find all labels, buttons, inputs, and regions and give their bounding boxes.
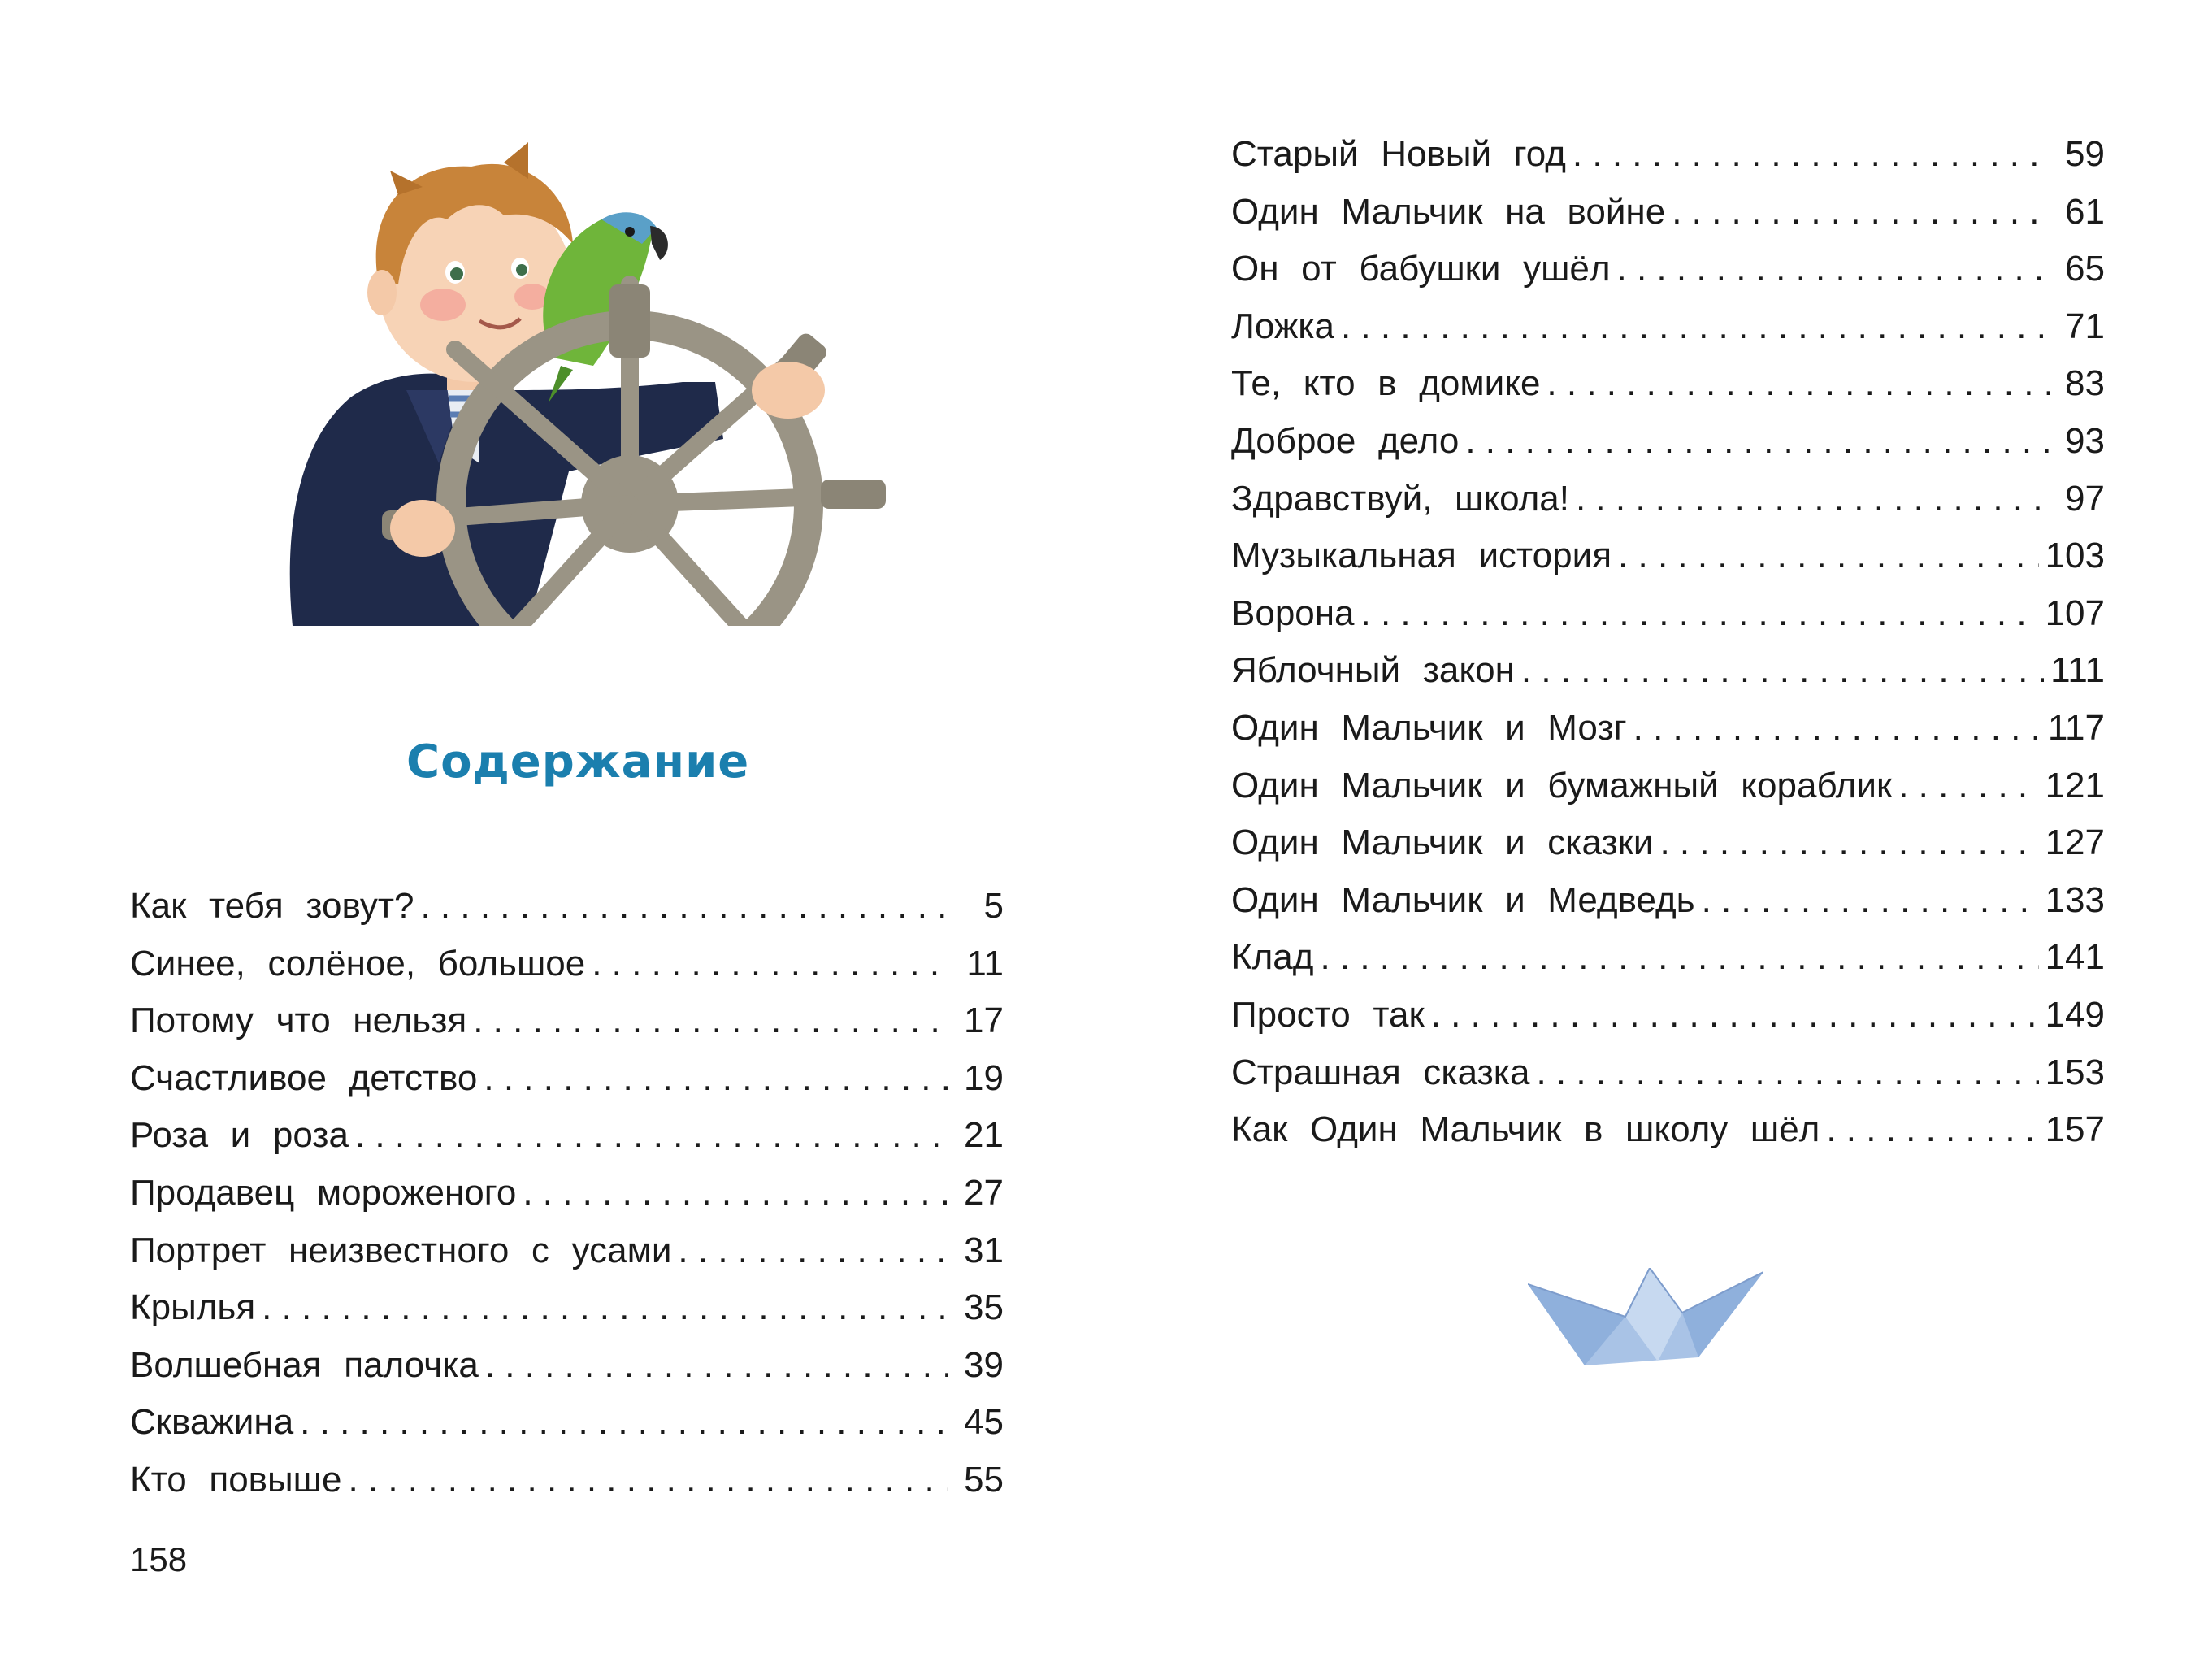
paper-boat-illustration (1528, 1268, 1763, 1374)
entry-page-number: 133 (2045, 879, 2105, 920)
entry-page-number: 111 (2050, 650, 2105, 691)
entry-page-number: 127 (2045, 823, 2105, 863)
entry-title: Музыкальная история (1231, 536, 1612, 576)
toc-left-column (130, 878, 1004, 1509)
toc-entry (130, 1050, 1004, 1108)
entry-title: Потому что нельзя (130, 1001, 467, 1041)
dot-leader (1572, 126, 2050, 183)
dot-leader (1618, 527, 2039, 584)
entry-page-number: 121 (2045, 765, 2105, 805)
dot-leader (485, 1337, 948, 1394)
toc-entry (130, 1222, 1004, 1280)
entry-page-number: 21 (964, 1115, 1004, 1156)
dot-leader (262, 1279, 948, 1336)
toc-entry (1231, 355, 2105, 413)
entry-title: Яблочный закон (1231, 650, 1515, 691)
entry-title: Те, кто в домике (1231, 363, 1541, 404)
entry-title: Счастливое детство (130, 1057, 478, 1098)
dot-leader (1659, 814, 2038, 871)
dot-leader (300, 1394, 948, 1451)
toc-entry (1231, 872, 2105, 930)
dot-leader (1576, 471, 2050, 527)
toc-entry (1231, 241, 2105, 298)
dot-leader (1702, 872, 2039, 929)
dot-leader (1521, 642, 2044, 699)
entry-page-number: 103 (2045, 536, 2105, 576)
entry-page-number: 107 (2045, 593, 2105, 633)
entry-page-number: 5 (983, 886, 1004, 926)
entry-page-number: 17 (964, 1001, 1004, 1041)
toc-entry (1231, 758, 2105, 815)
toc-entry (1231, 929, 2105, 987)
dot-leader (1320, 929, 2038, 986)
toc-right-column (1231, 126, 2105, 1159)
toc-entry (1231, 471, 2105, 528)
entry-title: Синее, солёное, большое (130, 943, 586, 983)
entry-title: Он от бабушки ушёл (1231, 249, 1611, 289)
entry-title: Клад (1231, 937, 1314, 978)
contents-heading: Содержание (406, 736, 750, 788)
dot-leader (484, 1050, 948, 1107)
toc-entry (1231, 126, 2105, 184)
entry-title: Доброе дело (1231, 420, 1460, 461)
toc-entry (130, 878, 1004, 936)
dot-leader (473, 992, 948, 1049)
entry-page-number: 71 (2065, 306, 2105, 346)
entry-title: Крылья (130, 1287, 256, 1328)
boy-with-parrot-at-ships-wheel-illustration (260, 122, 926, 650)
toc-entry (130, 992, 1004, 1050)
entry-title: Просто так (1231, 994, 1425, 1035)
entry-page-number: 31 (964, 1230, 1004, 1270)
entry-title: Кто повыше (130, 1459, 342, 1500)
toc-entry (1231, 642, 2105, 700)
entry-title: Скважина (130, 1402, 294, 1443)
toc-entry (1231, 413, 2105, 471)
entry-title: Один Мальчик и бумажный кораблик (1231, 765, 1893, 805)
dot-leader (1826, 1101, 2038, 1158)
dot-leader (1617, 241, 2050, 297)
entry-page-number: 59 (2065, 134, 2105, 174)
toc-entry (130, 1165, 1004, 1222)
toc-entry (1231, 1044, 2105, 1102)
toc-entry (130, 1279, 1004, 1337)
dot-leader (1465, 413, 2050, 470)
toc-entry (130, 1394, 1004, 1452)
entry-title: Здравствуй, школа! (1231, 478, 1569, 519)
entry-page-number: 83 (2065, 363, 2105, 404)
entry-page-number: 11 (966, 943, 1004, 983)
entry-page-number: 19 (964, 1057, 1004, 1098)
dot-leader (1431, 987, 2039, 1044)
entry-title: Один Мальчик и Медведь (1231, 879, 1695, 920)
dot-leader (1898, 758, 2038, 814)
toc-entry (1231, 527, 2105, 585)
entry-page-number: 153 (2045, 1052, 2105, 1092)
toc-entry (130, 1452, 1004, 1509)
toc-entry (1231, 814, 2105, 872)
dot-leader (1546, 355, 2050, 412)
dot-leader (678, 1222, 948, 1279)
toc-entry (130, 1107, 1004, 1165)
entry-page-number: 27 (964, 1172, 1004, 1213)
dot-leader (420, 878, 948, 935)
toc-entry (1231, 298, 2105, 356)
entry-page-number: 35 (964, 1287, 1004, 1328)
toc-entry (1231, 987, 2105, 1044)
entry-page-number: 97 (2065, 478, 2105, 519)
entry-title: Один Мальчик на войне (1231, 191, 1666, 232)
toc-entry (1231, 184, 2105, 241)
toc-entry (1231, 700, 2105, 758)
entry-title: Волшебная палочка (130, 1344, 479, 1385)
entry-title: Один Мальчик и Мозг (1231, 707, 1627, 748)
entry-title: Как тебя зовут? (130, 886, 414, 926)
entry-title: Один Мальчик и сказки (1231, 823, 1654, 863)
toc-entry (130, 1337, 1004, 1395)
dot-leader (1536, 1044, 2038, 1101)
entry-title: Роза и роза (130, 1115, 349, 1156)
entry-page-number: 39 (964, 1344, 1004, 1385)
entry-page-number: 61 (2065, 191, 2105, 232)
toc-entry (130, 936, 1004, 993)
dot-leader (523, 1165, 948, 1222)
dot-leader (355, 1107, 948, 1164)
entry-page-number: 141 (2045, 937, 2105, 978)
entry-page-number: 117 (2047, 707, 2105, 748)
toc-entry (1231, 1101, 2105, 1159)
entry-page-number: 65 (2065, 249, 2105, 289)
entry-title: Как Один Мальчик в школу шёл (1231, 1109, 1820, 1150)
entry-title: Старый Новый год (1231, 134, 1566, 174)
dot-leader (1341, 298, 2050, 355)
dot-leader (1361, 585, 2039, 642)
dot-leader (592, 936, 948, 992)
dot-leader (348, 1452, 948, 1509)
entry-page-number: 55 (964, 1459, 1004, 1500)
entry-page-number: 157 (2045, 1109, 2105, 1150)
entry-title: Страшная сказка (1231, 1052, 1530, 1092)
entry-page-number: 149 (2045, 994, 2105, 1035)
entry-page-number: 45 (964, 1402, 1004, 1443)
page-number: 158 (130, 1540, 188, 1578)
entry-title: Ложка (1231, 306, 1334, 346)
dot-leader (1633, 700, 2041, 757)
entry-title: Ворона (1231, 593, 1355, 633)
entry-title: Продавец мороженого (130, 1172, 517, 1213)
entry-page-number: 93 (2065, 420, 2105, 461)
dot-leader (1672, 184, 2050, 241)
entry-title: Портрет неизвестного с усами (130, 1230, 672, 1270)
toc-entry (1231, 585, 2105, 643)
